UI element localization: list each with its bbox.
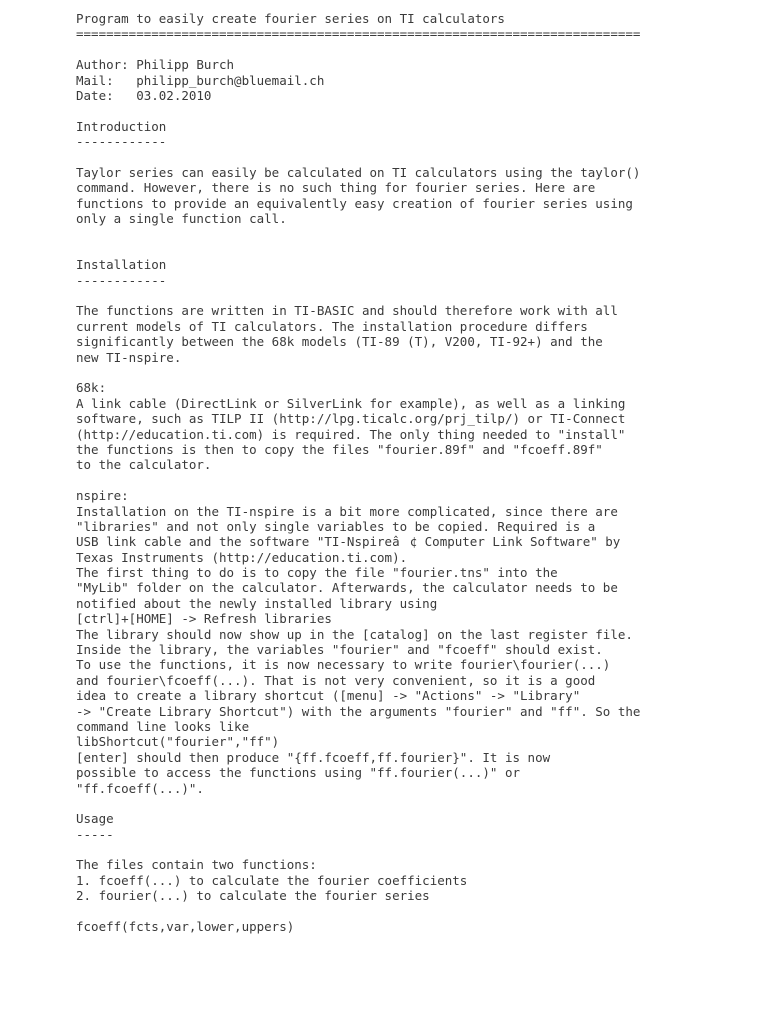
text-line [76,242,640,257]
text-line [76,42,640,57]
text-line: 1. fcoeff(...) to calculate the fourier coefficients [76,872,468,888]
text-line [76,473,640,488]
text-line: Usage [76,811,114,827]
text-line: Author: Philipp Burch [76,57,235,73]
text-line: new TI-nspire. [76,349,182,365]
text-line: =========================================================================== [76,26,641,42]
text-line: A link cable (DirectLink or SilverLink for example), as well as a linking [76,395,626,411]
text-line: nspire: [76,488,129,504]
text-line: (http://education.ti.com) is required. The only thing needed to "install" [76,426,626,442]
text-line: command. However, there is no such thing for fourier series. Here are [76,180,596,196]
text-line: significantly between the 68k models (TI-89 (T), V200, TI-92+) and the [76,334,603,350]
text-line [76,842,640,857]
text-line [76,103,640,118]
text-line: current models of TI calculators. The installation procedure differs [76,318,588,334]
text-line: fcoeff(fcts,var,lower,uppers) [76,919,295,935]
text-line: To use the functions, it is now necessary to write fourier\fourier(...) [76,657,611,673]
text-line: Texas Instruments (http://education.ti.com). [76,549,408,565]
text-line: Mail: philipp_burch@bluemail.ch [76,72,325,88]
text-line: The first thing to do is to copy the file "fourier.tns" into the [76,565,558,581]
text-line: the functions is then to copy the files "fourier.89f" and "fcoeff.89f" [76,441,603,457]
text-line: ------------ [76,272,167,288]
text-line: software, such as TILP II (http://lpg.ticalc.org/prj_tilp/) or TI-Connect [76,411,626,427]
text-line: The functions are written in TI-BASIC and should therefore work with all [76,303,618,319]
text-line [76,226,640,241]
text-line: libShortcut("fourier","ff") [76,734,280,750]
text-line: Installation [76,257,167,273]
document-text [76,11,640,934]
text-line: [ctrl]+[HOME] -> Refresh libraries [76,611,332,627]
text-line: 68k: [76,380,107,396]
text-line: 2. fourier(...) to calculate the fourier series [76,888,430,904]
text-line [76,365,640,380]
text-line: "MyLib" folder on the calculator. Afterwards, the calculator needs to be [76,580,618,596]
text-line: "libraries" and not only single variables to be copied. Required is a [76,518,596,534]
text-line: Inside the library, the variables "fourier" and "fcoeff" should exist. [76,642,603,658]
text-line: ----- [76,826,114,842]
text-line: Taylor series can easily be calculated on TI calculators using the taylor() [76,164,641,180]
text-line: only a single function call. [76,211,287,227]
text-line: to the calculator. [76,457,212,473]
text-line: possible to access the functions using "ff.fourier(...)" or [76,765,521,781]
text-line: -> "Create Library Shortcut") with the arguments "fourier" and "ff". So the [76,703,641,719]
text-line [76,904,640,919]
text-line: [enter] should then produce "{ff.fcoeff,ff.fourier}". It is now [76,749,551,765]
text-line: The files contain two functions: [76,857,317,873]
text-line: ------------ [76,134,167,150]
text-line [76,288,640,303]
text-line: command line looks like [76,718,250,734]
text-line [76,796,640,811]
text-line: USB link cable and the software "TI-Nspireâ¢ Computer Link Software" by [76,534,621,550]
text-line: The library should now show up in the [catalog] on the last register file. [76,626,633,642]
text-line: idea to create a library shortcut ([menu] -> "Actions" -> "Library" [76,688,581,704]
text-line: Program to easily create fourier series on TI calculators [76,11,505,26]
text-line: Installation on the TI-nspire is a bit more complicated, since there are [76,503,618,519]
text-line: "ff.fcoeff(...)". [76,780,204,796]
text-line: functions to provide an equivalently easy creation of fourier series using [76,195,633,211]
text-line: Date: 03.02.2010 [76,87,212,103]
text-line: notified about the newly installed library using [76,595,438,611]
text-line [76,150,640,165]
text-line: Introduction [76,118,167,134]
text-line: and fourier\fcoeff(...). That is not very convenient, so it is a good [76,672,596,688]
